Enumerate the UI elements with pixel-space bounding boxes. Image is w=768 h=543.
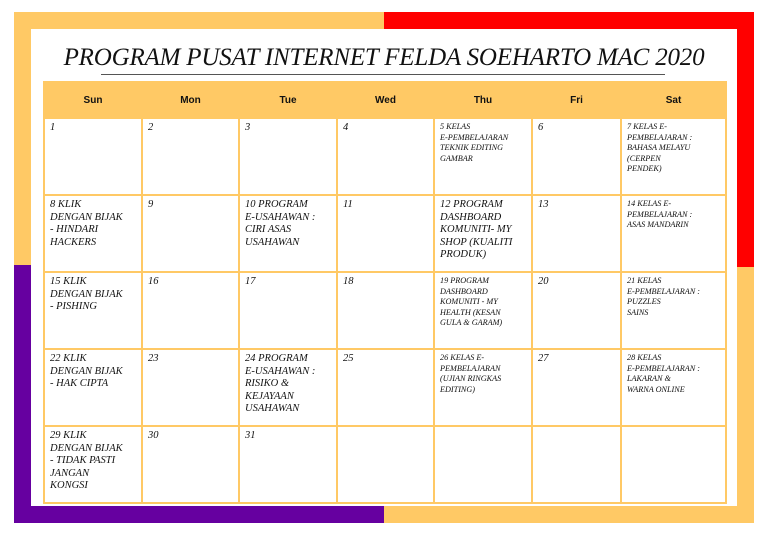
day-cell-text: 22 KLIK DENGAN BIJAK - HAK CIPTA	[50, 353, 123, 389]
frame-bar-bottom-left	[14, 506, 384, 523]
day-cell-text: 13	[538, 199, 549, 210]
day-cell-text: 18	[343, 276, 354, 287]
day-cell	[434, 272, 532, 349]
day-cell-text: 24 PROGRAM E-USAHAWAN : RISIKO & KEJAYAAN USAHAWAN	[245, 353, 316, 414]
weekday-header-sat: Sat	[621, 82, 726, 118]
day-cell-text: 25	[343, 353, 354, 364]
week-row	[44, 272, 726, 349]
day-cell-text: 23	[148, 353, 159, 364]
day-cell-text: 28 KELAS E-PEMBELAJARAN : LAKARAN & WARNA ONLINE	[627, 353, 700, 394]
frame-bar-top-left	[14, 12, 384, 29]
day-cell	[44, 349, 142, 426]
day-cell-text: 9	[148, 199, 154, 210]
day-cell	[142, 426, 239, 503]
day-cell-text: 27	[538, 353, 549, 364]
day-cell-text: 4	[343, 122, 349, 133]
week-row	[44, 118, 726, 195]
day-cell	[44, 118, 142, 195]
day-cell	[532, 272, 621, 349]
day-cell-text: 21 KELAS E-PEMBELAJARAN : PUZZLES SAINS	[627, 276, 700, 317]
frame-bar-bottom-right	[384, 506, 754, 523]
day-cell-text: 17	[245, 276, 256, 287]
day-cell	[532, 426, 621, 503]
week-row	[44, 349, 726, 426]
day-cell	[239, 426, 337, 503]
day-cell	[337, 272, 434, 349]
day-cell-text: 1	[50, 122, 56, 133]
day-cell	[142, 195, 239, 272]
day-cell-text: 5 KELAS E-PEMBELAJARAN TEKNIK EDITING GAMBAR	[440, 122, 509, 163]
day-cell-text: 7 KELAS E- PEMBELAJARAN : BAHASA MELAYU (CERPEN PENDEK)	[627, 122, 693, 173]
day-cell-text: 8 KLIK DENGAN BIJAK - HINDARI HACKERS	[50, 199, 123, 248]
day-cell-text: 12 PROGRAM DASHBOARD KOMUNITI- MY SHOP (KUALITI PRODUK)	[440, 199, 513, 260]
day-cell-text: 20	[538, 276, 549, 287]
day-cell-text: 11	[343, 199, 353, 210]
weekday-header-row	[44, 82, 726, 118]
day-cell	[532, 349, 621, 426]
frame-bar-top-right	[384, 12, 754, 29]
day-cell-text: 29 KLIK DENGAN BIJAK - TIDAK PASTI JANGAN KONGSI	[50, 430, 123, 491]
day-cell	[434, 349, 532, 426]
day-cell	[532, 195, 621, 272]
weekday-header-tue: Tue	[239, 82, 337, 118]
weekday-header-fri: Fri	[532, 82, 621, 118]
day-cell	[239, 195, 337, 272]
day-cell-text: 10 PROGRAM E-USAHAWAN : CIRI ASAS USAHAWAN	[245, 199, 316, 248]
day-cell	[337, 426, 434, 503]
calendar-body	[44, 118, 726, 503]
frame-bar-left-bottom	[14, 265, 31, 523]
day-cell-text: 16	[148, 276, 159, 287]
day-cell-text: 14 KELAS E- PEMBELAJARAN : ASAS MANDARIN	[627, 199, 693, 229]
page-title: PROGRAM PUSAT INTERNET FELDA SOEHARTO MAC 2020	[63, 44, 705, 71]
weekday-header-sun: Sun	[44, 82, 142, 118]
frame-bar-right-top	[737, 12, 754, 267]
day-cell-text: 30	[148, 430, 159, 441]
day-cell	[239, 118, 337, 195]
day-cell	[142, 118, 239, 195]
day-cell	[621, 426, 726, 503]
day-cell-text: 6	[538, 122, 544, 133]
day-cell	[44, 195, 142, 272]
day-cell	[621, 195, 726, 272]
day-cell-text: 26 KELAS E- PEMBELAJARAN (UJIAN RINGKAS EDITING)	[440, 353, 502, 394]
day-cell-text: 3	[245, 122, 251, 133]
day-cell-text: 31	[245, 430, 256, 441]
day-cell-text: 15 KLIK DENGAN BIJAK - PISHING	[50, 276, 123, 312]
day-cell	[621, 118, 726, 195]
frame-bar-left-top	[14, 12, 31, 265]
day-cell-text: 2	[148, 122, 154, 133]
day-cell	[142, 349, 239, 426]
day-cell	[337, 349, 434, 426]
day-cell	[239, 349, 337, 426]
day-cell	[337, 195, 434, 272]
day-cell	[621, 349, 726, 426]
title-underline	[101, 74, 665, 75]
weekday-header-thu: Thu	[434, 82, 532, 118]
day-cell	[44, 426, 142, 503]
calendar-table	[43, 81, 727, 504]
day-cell	[434, 426, 532, 503]
day-cell	[239, 272, 337, 349]
day-cell	[337, 118, 434, 195]
day-cell	[532, 118, 621, 195]
week-row	[44, 195, 726, 272]
day-cell	[434, 195, 532, 272]
frame-bar-right-bottom	[737, 267, 754, 523]
week-row	[44, 426, 726, 503]
weekday-header-wed: Wed	[337, 82, 434, 118]
day-cell	[621, 272, 726, 349]
day-cell	[44, 272, 142, 349]
day-cell	[142, 272, 239, 349]
day-cell-text: 19 PROGRAM DASHBOARD KOMUNITI - MY HEALTH (KESAN GULA & GARAM)	[440, 276, 503, 327]
weekday-header-mon: Mon	[142, 82, 239, 118]
day-cell	[434, 118, 532, 195]
